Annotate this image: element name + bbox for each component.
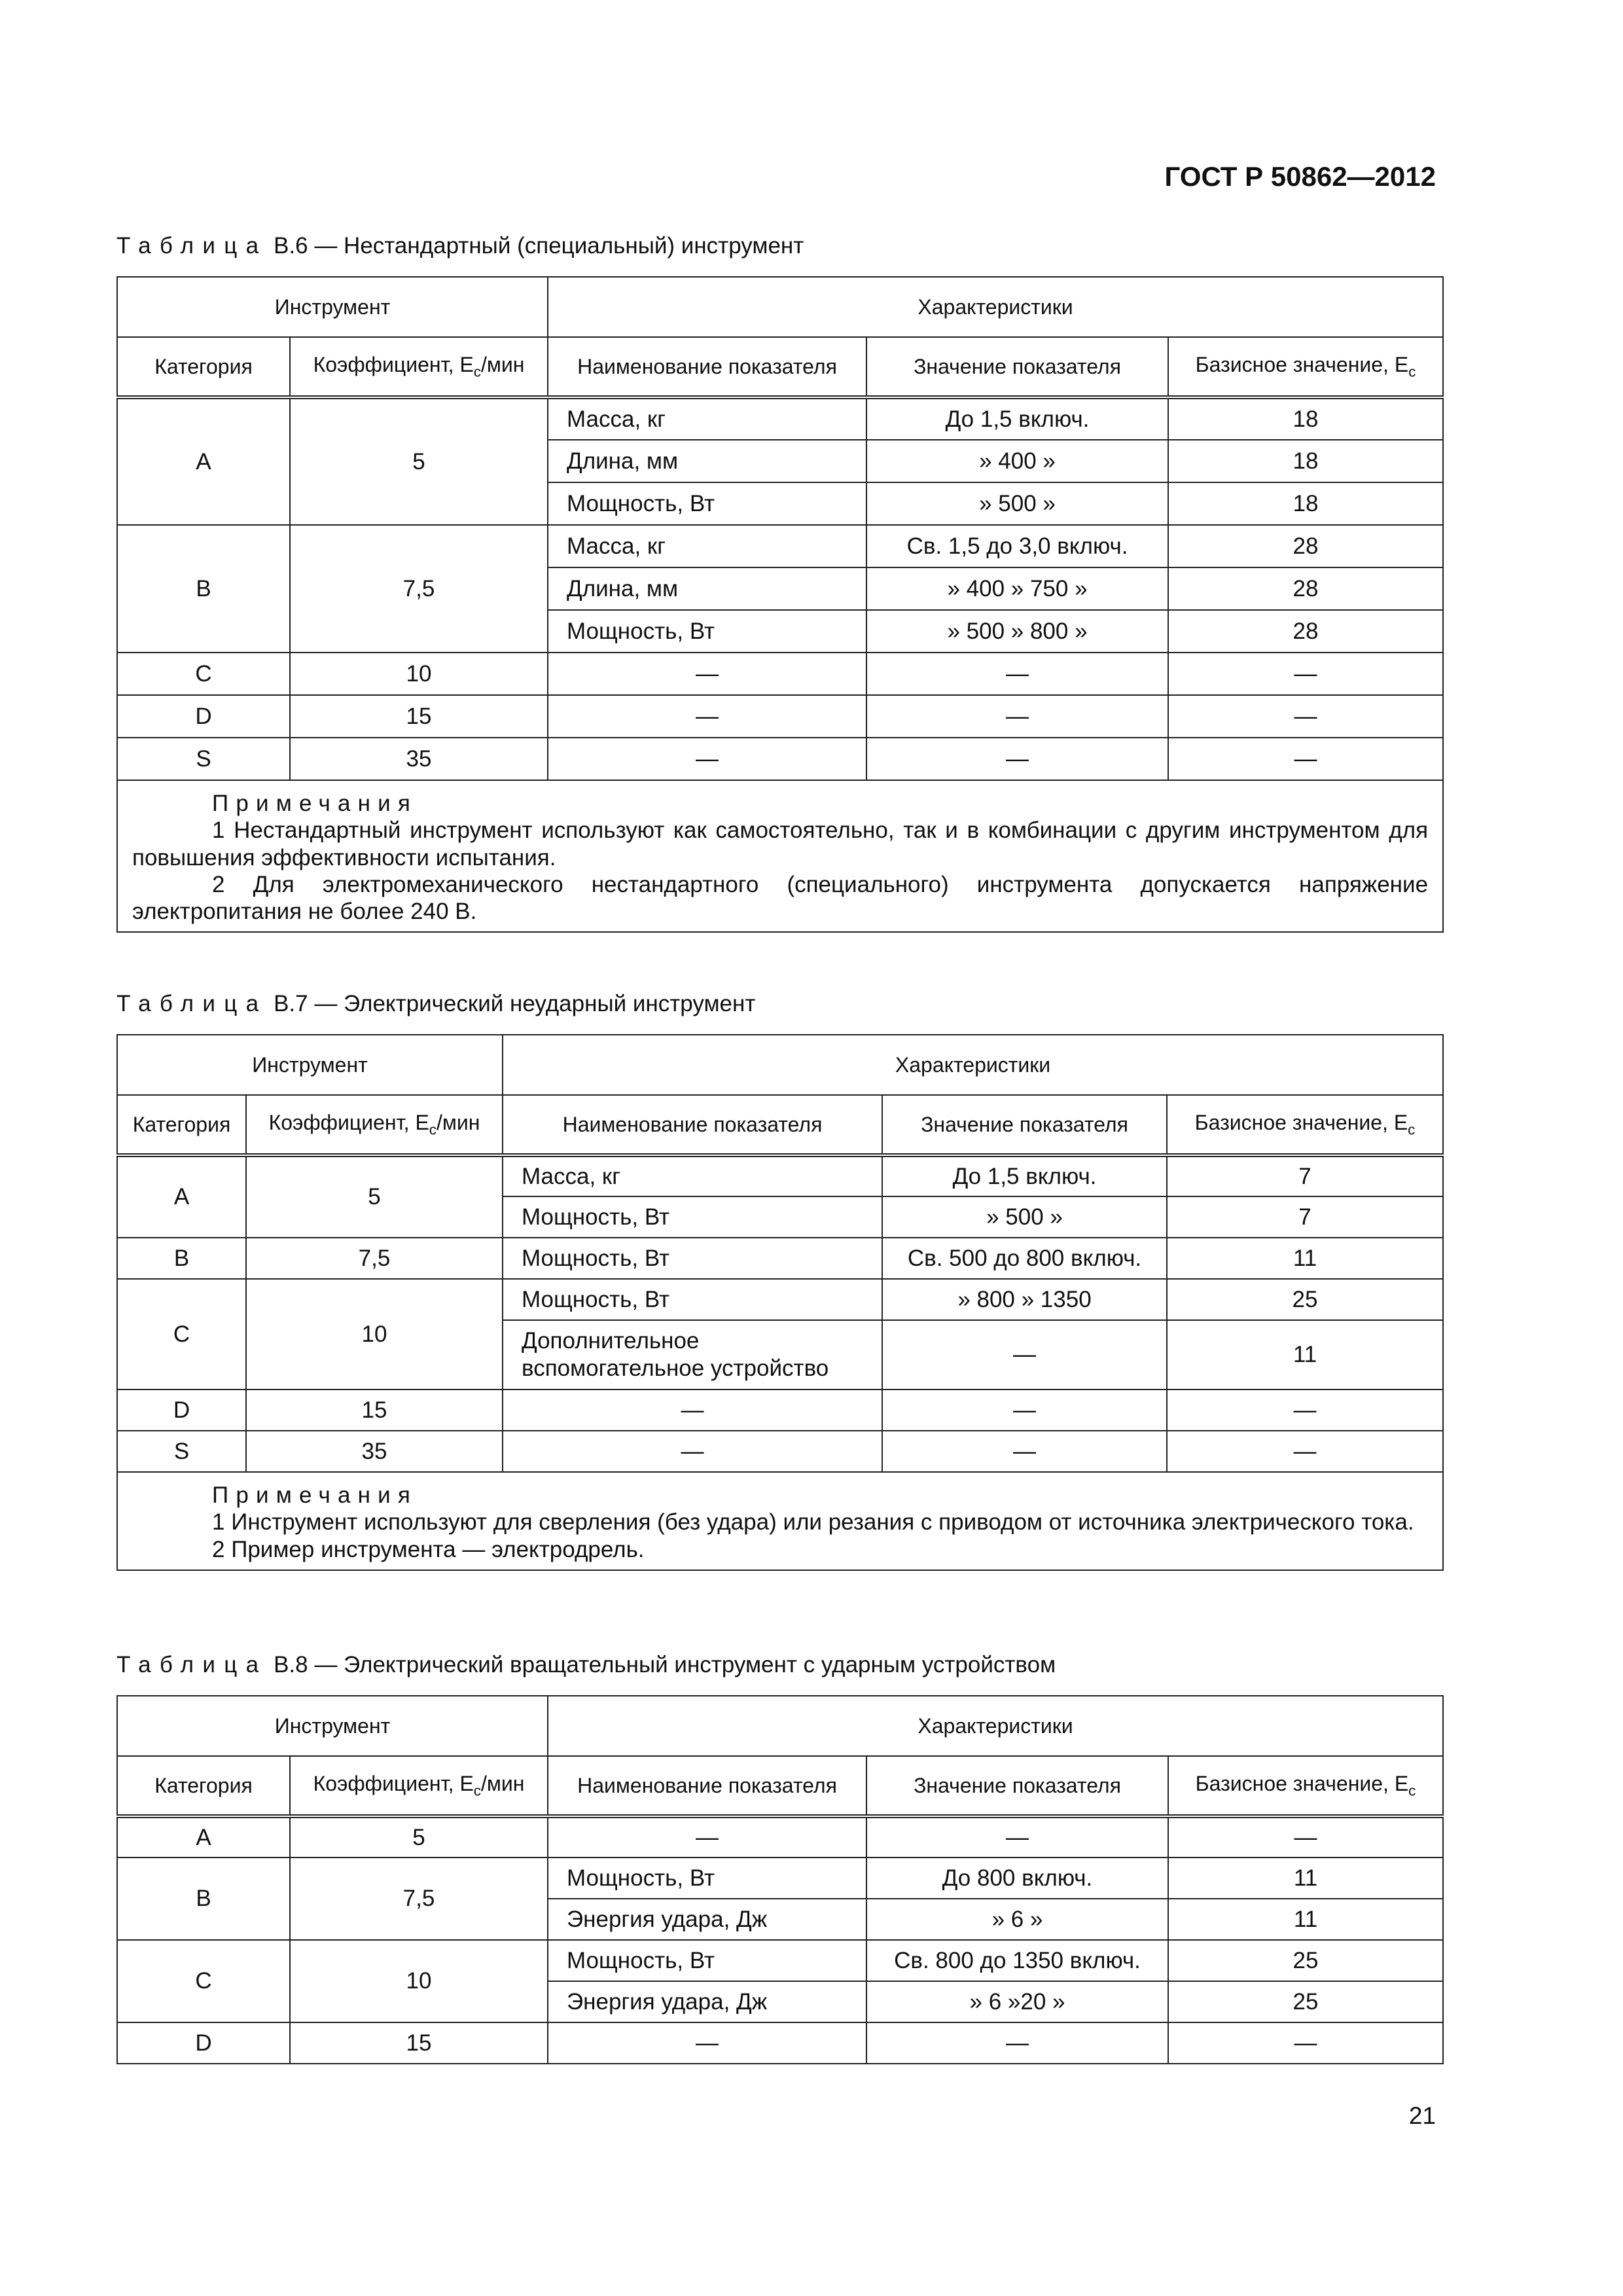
base-value-cell: — — [1168, 1816, 1443, 1857]
note-item: 2 Пример инструмента — электродрель. — [212, 1536, 645, 1562]
coefficient-cell: 15 — [290, 2022, 548, 2064]
indicator-value-cell: » 6 » — [866, 1899, 1168, 1940]
table-body — [117, 1816, 1443, 2064]
table-row — [117, 695, 1443, 738]
base-value-cell: 11 — [1167, 1238, 1443, 1279]
table-body — [117, 397, 1443, 780]
header-coefficient: Коэффициент, $E_c$/мин — [290, 1756, 548, 1816]
indicator-value-cell: До 800 включ. — [866, 1857, 1168, 1899]
indicator-value-cell: — — [882, 1320, 1167, 1390]
base-value-cell: 28 — [1168, 610, 1443, 653]
base-value-cell: — — [1167, 1390, 1443, 1431]
table-notes — [117, 780, 1443, 932]
category-cell: B — [117, 1857, 290, 1940]
table-notes — [117, 1472, 1443, 1570]
table-row — [117, 397, 1443, 440]
base-value-cell: 18 — [1168, 482, 1443, 525]
header-instrument: Инструмент — [117, 1035, 503, 1095]
category-cell: A — [117, 397, 290, 525]
category-cell: A — [117, 1155, 246, 1238]
table-row — [117, 1940, 1443, 1981]
base-value-cell: 7 — [1167, 1196, 1443, 1238]
indicator-name-cell: — — [503, 1390, 882, 1431]
base-value-cell: 25 — [1168, 1940, 1443, 1981]
indicator-name-cell: Масса, кг — [548, 397, 866, 440]
base-value-cell: 25 — [1168, 1981, 1443, 2022]
base-value-cell: — — [1168, 695, 1443, 738]
indicator-name-cell: Длина, мм — [548, 567, 866, 610]
indicator-name-cell: Мощность, Вт — [503, 1279, 882, 1320]
indicator-name-cell: Мощность, Вт — [548, 1857, 866, 1899]
coefficient-cell: 35 — [246, 1431, 503, 1472]
indicator-value-cell: » 6 »20 » — [866, 1981, 1168, 2022]
table-b7 — [116, 1034, 1444, 1571]
header-instrument: Инструмент — [117, 1696, 548, 1756]
coefficient-cell: 5 — [290, 1816, 548, 1857]
header-indicator-name: Наименование показателя — [548, 1756, 866, 1816]
table-caption-b6: Таблица В.6 — Нестандартный (специальный) инструмент — [116, 233, 804, 259]
indicator-value-cell: » 400 » — [866, 440, 1168, 482]
base-value-cell: 18 — [1168, 397, 1443, 440]
header-characteristics: Характеристики — [548, 1696, 1443, 1756]
indicator-name-cell: — — [503, 1431, 882, 1472]
header-coefficient: Коэффициент, $E_c$/мин — [246, 1095, 503, 1155]
indicator-name-cell: — — [548, 2022, 866, 2064]
table-caption-b8: Таблица В.8 — Электрический вращательный инструмент с ударным устройством — [116, 1652, 1056, 1677]
header-base-value: Базисное значение, $E_c$ — [1167, 1095, 1443, 1155]
header-indicator-name: Наименование показателя — [503, 1095, 882, 1155]
header-characteristics: Характеристики — [548, 277, 1443, 337]
indicator-value-cell: » 400 » 750 » — [866, 567, 1168, 610]
header-instrument: Инструмент — [117, 277, 548, 337]
table-caption-b7: Таблица В.7 — Электрический неударный инструмент — [116, 991, 756, 1016]
category-cell: C — [117, 1940, 290, 2022]
header-coefficient: Коэффициент, $E_c$/мин — [290, 337, 548, 397]
table-row — [117, 1816, 1443, 1857]
category-cell: B — [117, 525, 290, 653]
indicator-value-cell: Св. 1,5 до 3,0 включ. — [866, 525, 1168, 567]
indicator-value-cell: — — [866, 695, 1168, 738]
base-value-cell: — — [1168, 738, 1443, 780]
indicator-value-cell: — — [882, 1431, 1167, 1472]
indicator-name-cell: Масса, кг — [503, 1155, 882, 1196]
base-value-cell: 11 — [1168, 1857, 1443, 1899]
category-cell: B — [117, 1238, 246, 1279]
base-value-cell: — — [1168, 653, 1443, 695]
indicator-value-cell: — — [866, 1816, 1168, 1857]
category-cell: C — [117, 653, 290, 695]
indicator-name-cell: Мощность, Вт — [548, 482, 866, 525]
indicator-name-cell: Длина, мм — [548, 440, 866, 482]
indicator-name-cell: Мощность, Вт — [548, 1940, 866, 1981]
coefficient-cell: 7,5 — [246, 1238, 503, 1279]
category-cell: A — [117, 1816, 290, 1857]
base-value-cell: 28 — [1168, 567, 1443, 610]
notes-title: Примечания — [212, 791, 418, 816]
table-row — [117, 2022, 1443, 2064]
indicator-name-cell: Энергия удара, Дж — [548, 1981, 866, 2022]
base-value-cell: 28 — [1168, 525, 1443, 567]
note-item: 2 Для электромеханического нестандартного (специального) инструмента допускается напряжение электропитания не более 240 В. — [132, 871, 1429, 925]
table-row — [117, 1238, 1443, 1279]
table-row — [117, 525, 1443, 567]
header-category: Категория — [117, 1095, 246, 1155]
indicator-name-cell: Масса, кг — [548, 525, 866, 567]
base-value-cell: 11 — [1167, 1320, 1443, 1390]
indicator-name-cell: Мощность, Вт — [503, 1196, 882, 1238]
table-row — [117, 653, 1443, 695]
category-cell: D — [117, 695, 290, 738]
indicator-name-cell: — — [548, 738, 866, 780]
table-b6 — [116, 276, 1444, 933]
header-indicator-value: Значение показателя — [866, 1756, 1168, 1816]
table-row — [117, 738, 1443, 780]
indicator-value-cell: » 800 » 1350 — [882, 1279, 1167, 1320]
indicator-value-cell: — — [866, 653, 1168, 695]
coefficient-cell: 5 — [290, 397, 548, 525]
indicator-value-cell: » 500 » — [866, 482, 1168, 525]
base-value-cell: 18 — [1168, 440, 1443, 482]
coefficient-cell: 10 — [290, 653, 548, 695]
header-indicator-value: Значение показателя — [866, 337, 1168, 397]
table-body — [117, 1155, 1443, 1472]
indicator-value-cell: — — [882, 1390, 1167, 1431]
indicator-value-cell: Св. 800 до 1350 включ. — [866, 1940, 1168, 1981]
indicator-name-cell: — — [548, 1816, 866, 1857]
table-row — [117, 1155, 1443, 1196]
indicator-value-cell: — — [866, 738, 1168, 780]
table-row — [117, 1857, 1443, 1899]
indicator-value-cell: До 1,5 включ. — [866, 397, 1168, 440]
note-item: 1 Инструмент используют для сверления (без удара) или резания с приводом от источника электрического тока. — [212, 1509, 1414, 1535]
header-base-value: Базисное значение, $E_c$ — [1168, 337, 1443, 397]
table-row — [117, 1390, 1443, 1431]
indicator-name-cell: — — [548, 695, 866, 738]
coefficient-cell: 5 — [246, 1155, 503, 1238]
header-category: Категория — [117, 1756, 290, 1816]
note-item: 1 Нестандартный инструмент используют как самостоятельно, так и в комбинации с другим инструментом для повышения эффективности испытания. — [132, 817, 1429, 870]
base-value-cell: 11 — [1168, 1899, 1443, 1940]
indicator-value-cell: До 1,5 включ. — [882, 1155, 1167, 1196]
indicator-value-cell: Св. 500 до 800 включ. — [882, 1238, 1167, 1279]
coefficient-cell: 15 — [246, 1390, 503, 1431]
table-row — [117, 1279, 1443, 1320]
indicator-value-cell: » 500 » — [882, 1196, 1167, 1238]
table-b8 — [116, 1695, 1444, 2064]
table-row — [117, 1431, 1443, 1472]
indicator-value-cell: » 500 » 800 » — [866, 610, 1168, 653]
base-value-cell: — — [1168, 2022, 1443, 2064]
category-cell: S — [117, 1431, 246, 1472]
indicator-name-cell: Энергия удара, Дж — [548, 1899, 866, 1940]
indicator-name-cell: Дополнительное вспомогательное устройство — [503, 1320, 882, 1390]
base-value-cell: 25 — [1167, 1279, 1443, 1320]
page-number: 21 — [1408, 2102, 1436, 2129]
header-base-value: Базисное значение, $E_c$ — [1168, 1756, 1443, 1816]
indicator-value-cell: — — [866, 2022, 1168, 2064]
indicator-name-cell: Мощность, Вт — [503, 1238, 882, 1279]
category-cell: C — [117, 1279, 246, 1390]
document-code: ГОСТ Р 50862—2012 — [1164, 161, 1436, 192]
header-category: Категория — [117, 337, 290, 397]
coefficient-cell: 7,5 — [290, 525, 548, 653]
coefficient-cell: 7,5 — [290, 1857, 548, 1940]
indicator-name-cell: Мощность, Вт — [548, 610, 866, 653]
base-value-cell: 7 — [1167, 1155, 1443, 1196]
header-indicator-value: Значение показателя — [882, 1095, 1167, 1155]
category-cell: D — [117, 1390, 246, 1431]
coefficient-cell: 10 — [246, 1279, 503, 1390]
coefficient-cell: 10 — [290, 1940, 548, 2022]
header-characteristics: Характеристики — [503, 1035, 1443, 1095]
category-cell: D — [117, 2022, 290, 2064]
category-cell: S — [117, 738, 290, 780]
header-indicator-name: Наименование показателя — [548, 337, 866, 397]
coefficient-cell: 35 — [290, 738, 548, 780]
base-value-cell: — — [1167, 1431, 1443, 1472]
notes-title: Примечания — [212, 1482, 418, 1508]
coefficient-cell: 15 — [290, 695, 548, 738]
indicator-name-cell: — — [548, 653, 866, 695]
